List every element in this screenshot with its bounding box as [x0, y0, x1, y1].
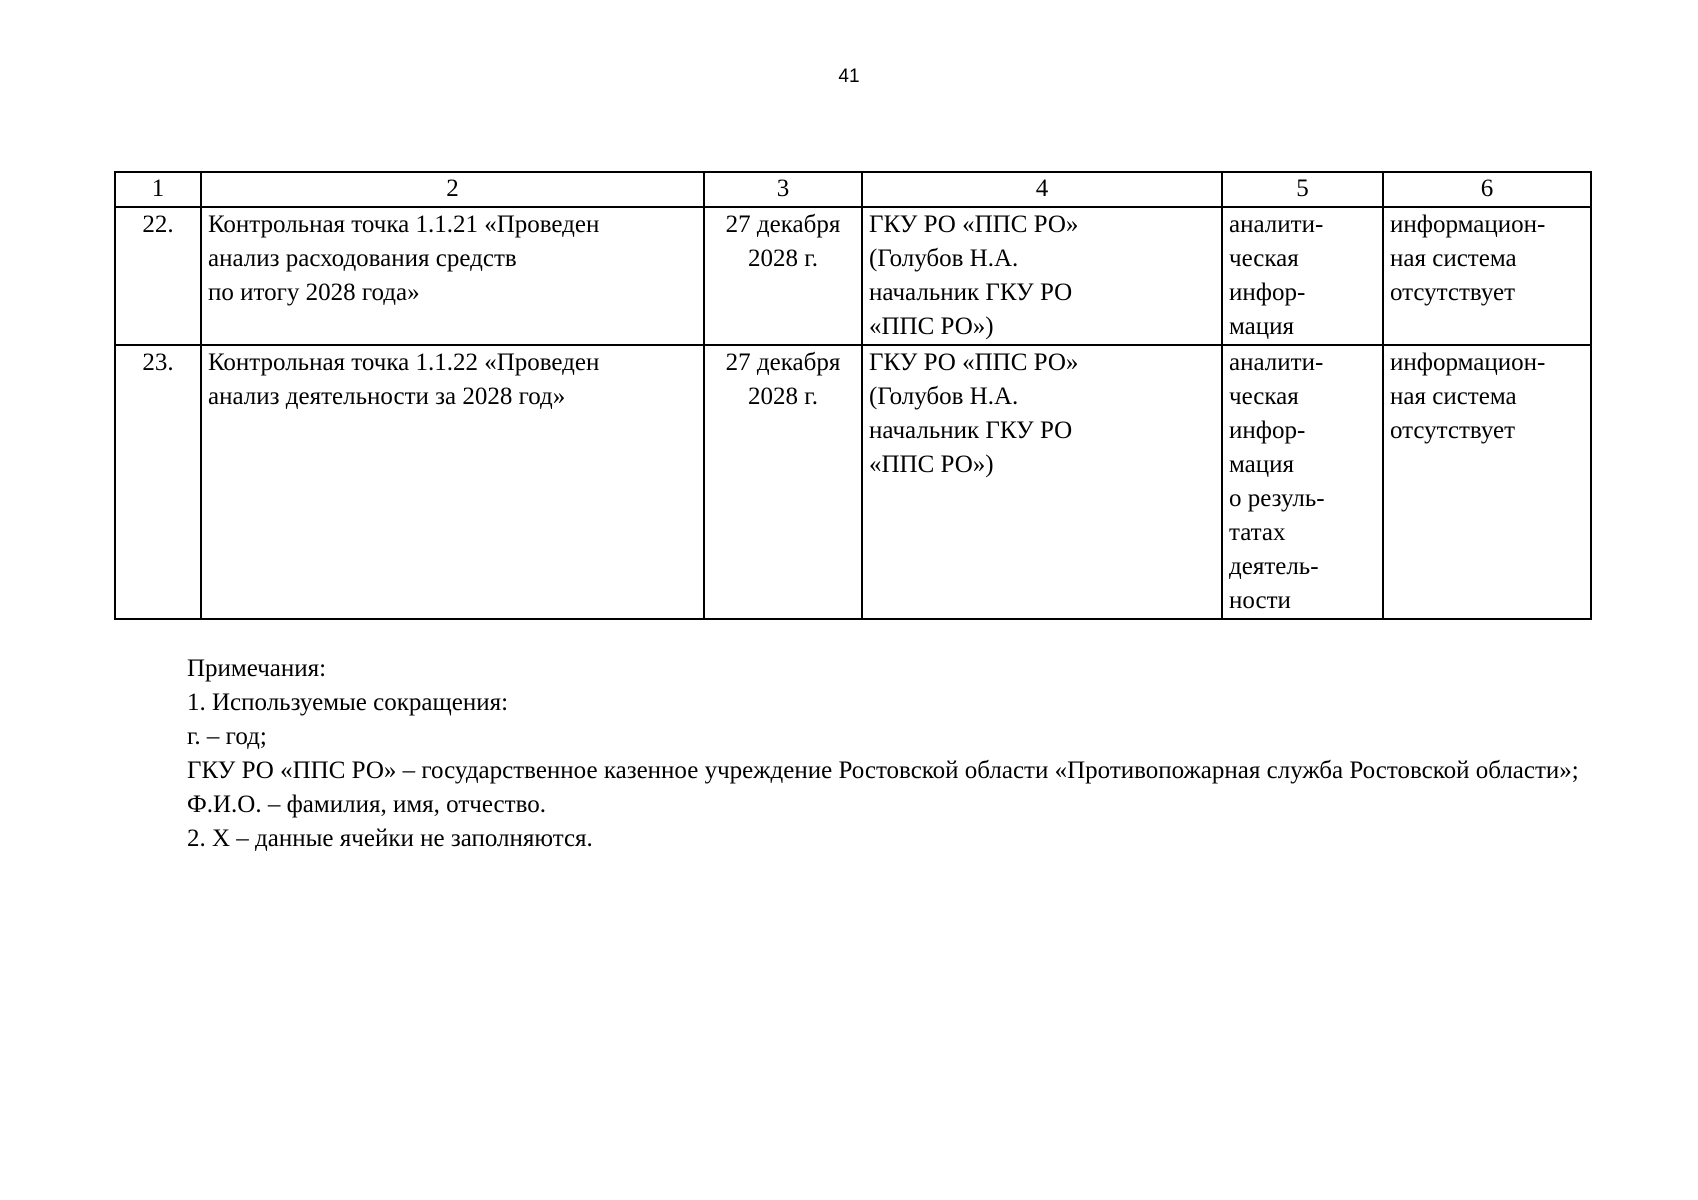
row-number: 23. — [115, 345, 201, 619]
information-system — [1383, 345, 1591, 619]
title-line: по итогу 2028 года» — [208, 279, 420, 306]
responsible-executor — [862, 345, 1222, 619]
responsible-executor — [862, 207, 1222, 345]
notes-item-empty-cells: 2. Х – данные ячейки не заполняются. — [187, 825, 593, 852]
date-line: 2028 г. — [748, 245, 818, 272]
confirming-document — [1222, 345, 1383, 619]
confirming-document — [1222, 207, 1383, 345]
responsible-line: «ППС РО») — [869, 451, 994, 478]
control-points-table — [114, 171, 1592, 620]
responsible-line: ГКУ РО «ППС РО» — [869, 349, 1079, 376]
system-line: ная система — [1390, 383, 1517, 410]
abbreviation-gku: ГКУ РО «ППС РО» – государственное казенное учреждение Ростовской области «Противопожарная служба Ростовской области»; — [187, 757, 1579, 784]
column-header-3: 3 — [704, 172, 862, 207]
document-line: ческая — [1229, 383, 1299, 410]
responsible-line: ГКУ РО «ППС РО» — [869, 211, 1079, 238]
document-line: мация — [1229, 313, 1295, 340]
column-header-1: 1 — [115, 172, 201, 207]
table-row — [115, 345, 1591, 619]
title-line: анализ деятельности за 2028 год» — [208, 383, 566, 410]
table-row — [115, 207, 1591, 345]
document-line: ности — [1229, 587, 1291, 614]
title-line: анализ расходования средств — [208, 245, 517, 272]
system-line: ная система — [1390, 245, 1517, 272]
document-line: инфор- — [1229, 279, 1306, 306]
date-line: 27 декабря — [725, 349, 841, 376]
document-line: татах — [1229, 519, 1286, 546]
document-line: инфор- — [1229, 417, 1306, 444]
document-line: аналити- — [1229, 349, 1324, 376]
title-line: Контрольная точка 1.1.22 «Проведен — [208, 349, 600, 376]
due-date — [704, 207, 862, 345]
responsible-line: начальник ГКУ РО — [869, 279, 1073, 306]
abbreviation-fio: Ф.И.О. – фамилия, имя, отчество. — [187, 791, 546, 818]
due-date — [704, 345, 862, 619]
responsible-line: (Голубов Н.А. — [869, 383, 1019, 410]
system-line: информацион- — [1390, 211, 1546, 238]
notes-item-abbreviations: 1. Используемые сокращения: — [187, 689, 509, 716]
column-header-5: 5 — [1222, 172, 1383, 207]
document-line: аналити- — [1229, 211, 1324, 238]
system-line: информацион- — [1390, 349, 1546, 376]
column-header-2: 2 — [201, 172, 704, 207]
responsible-line: (Голубов Н.А. — [869, 245, 1019, 272]
row-number: 22. — [115, 207, 201, 345]
abbreviation-year: г. – год; — [187, 723, 267, 750]
document-line: о резуль- — [1229, 485, 1325, 512]
date-line: 27 декабря — [725, 211, 841, 238]
control-point-title — [201, 207, 704, 345]
control-point-title — [201, 345, 704, 619]
system-line: отсутствует — [1390, 417, 1516, 444]
page-number: 41 — [838, 66, 860, 87]
notes-title: Примечания: — [187, 655, 327, 682]
document-line: ческая — [1229, 245, 1299, 272]
title-line: Контрольная точка 1.1.21 «Проведен — [208, 211, 600, 238]
date-line: 2028 г. — [748, 383, 818, 410]
system-line: отсутствует — [1390, 279, 1516, 306]
notes-section — [114, 652, 1590, 856]
document-line: деятель- — [1229, 553, 1319, 580]
responsible-line: начальник ГКУ РО — [869, 417, 1073, 444]
responsible-line: «ППС РО») — [869, 313, 994, 340]
column-header-4: 4 — [862, 172, 1222, 207]
information-system — [1383, 207, 1591, 345]
table-header-row — [115, 172, 1591, 207]
document-line: мация — [1229, 451, 1295, 478]
column-header-6: 6 — [1383, 172, 1591, 207]
